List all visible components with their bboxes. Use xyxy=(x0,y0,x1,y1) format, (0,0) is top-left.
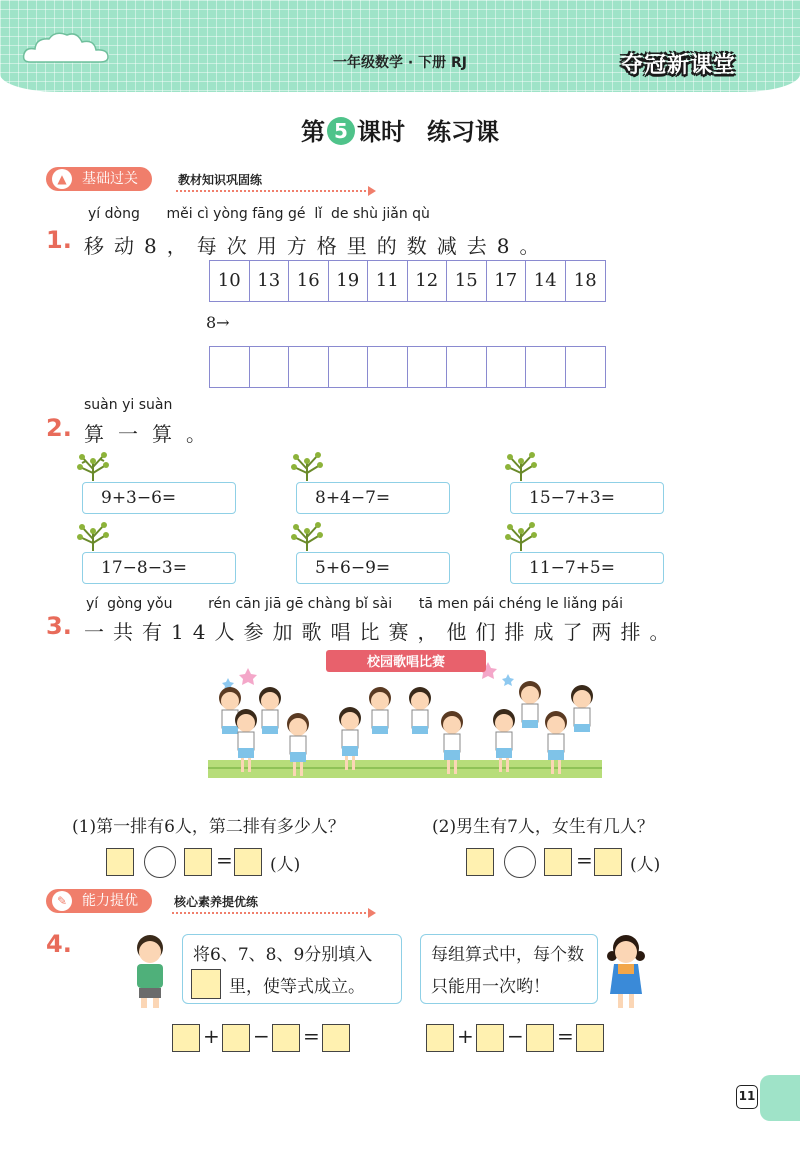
section-ability-subtitle: 核心素养提优练 xyxy=(174,895,259,909)
answer-box-sample xyxy=(191,969,221,999)
plant-icon xyxy=(502,521,540,551)
answer-cell[interactable] xyxy=(210,347,250,387)
operator-circle[interactable] xyxy=(144,846,176,878)
q1-number-grid xyxy=(209,260,606,302)
lesson-number-badge: 5 xyxy=(327,117,355,145)
section-basic-label: 基础过关 xyxy=(82,171,138,187)
grid-cell: 14 xyxy=(526,261,566,301)
answer-box[interactable] xyxy=(184,848,212,876)
section-tag-basic xyxy=(46,167,152,191)
plant-icon xyxy=(288,521,326,551)
minus-sign: − xyxy=(253,1024,270,1048)
plus-sign: + xyxy=(457,1024,474,1048)
answer-box[interactable] xyxy=(466,848,494,876)
children-back-row xyxy=(219,681,593,734)
grid-cell: 16 xyxy=(289,261,329,301)
plant-icon xyxy=(502,451,540,481)
brand-logo: 夺冠新课堂 xyxy=(620,53,736,78)
expression-box[interactable]: 9+3−6= xyxy=(82,482,236,514)
q4-number: 4. xyxy=(46,930,72,958)
answer-box[interactable] xyxy=(322,1024,350,1052)
unit-label: (人) xyxy=(270,855,301,875)
answer-box[interactable] xyxy=(106,848,134,876)
answer-box[interactable] xyxy=(544,848,572,876)
answer-cell[interactable] xyxy=(566,347,606,387)
grid-cell: 18 xyxy=(573,270,597,291)
equals-sign: = xyxy=(303,1024,320,1048)
unit-label: (人) xyxy=(630,855,661,875)
section-basic-divider xyxy=(176,190,370,192)
grid-cell: 17 xyxy=(487,261,527,301)
bubble-right-line1: 每组算式中，每个数 xyxy=(431,945,584,965)
plant-icon xyxy=(74,451,112,481)
expression-box[interactable]: 15−7+3= xyxy=(510,482,664,514)
answer-cell[interactable] xyxy=(526,347,566,387)
equals-sign: = xyxy=(216,848,233,872)
section-tag-ability xyxy=(46,889,152,913)
answer-cell[interactable] xyxy=(329,347,369,387)
q2-number: 2. xyxy=(46,414,72,442)
answer-box[interactable] xyxy=(172,1024,200,1052)
answer-cell[interactable] xyxy=(368,347,408,387)
answer-cell[interactable] xyxy=(487,347,527,387)
hint-bubble-right xyxy=(420,934,598,1004)
q3-number: 3. xyxy=(46,612,72,640)
answer-box[interactable] xyxy=(234,848,262,876)
answer-box[interactable] xyxy=(222,1024,250,1052)
answer-cell[interactable] xyxy=(289,347,329,387)
grid-cell: 13 xyxy=(250,261,290,301)
boy-illustration xyxy=(128,934,172,1010)
equals-sign: = xyxy=(576,848,593,872)
page-number: 11 xyxy=(736,1085,758,1109)
expression-box[interactable]: 17−8−3= xyxy=(82,552,236,584)
plant-icon xyxy=(288,451,326,481)
expression-box[interactable]: 8+4−7= xyxy=(296,482,450,514)
q1-text: 移动8，每次用方格里的数减去8。 xyxy=(84,234,550,258)
section-basic-subtitle: 教材知识巩固练 xyxy=(178,173,263,187)
answer-box[interactable] xyxy=(426,1024,454,1052)
q3-sub2: (2)男生有7人，女生有几人？ xyxy=(432,817,654,837)
q3-pinyin: yí gòng yǒu rén cān jiā gē chàng bǐ sài tā men pái chéng le liǎng pái xyxy=(86,596,624,612)
lesson-title xyxy=(0,112,800,147)
equals-sign: = xyxy=(557,1024,574,1048)
singing-contest-illustration xyxy=(208,648,602,786)
grid-cell: 19 xyxy=(329,261,369,301)
q2-pinyin: suàn yi suàn xyxy=(84,397,173,413)
plus-sign: + xyxy=(203,1024,220,1048)
lesson-name: 练习课 xyxy=(427,118,499,146)
answer-box[interactable] xyxy=(576,1024,604,1052)
lesson-suffix: 课时 xyxy=(357,118,405,146)
q3-sub1: (1)第一排有6人，第二排有多少人？ xyxy=(72,817,345,837)
contest-banner-text: 校园歌唱比赛 xyxy=(366,655,446,670)
q1-pinyin: yí dòng měi cì yòng fāng gé lǐ de shù jiǎn qù xyxy=(88,206,430,222)
pencil-icon: ✎ xyxy=(52,891,72,911)
minus-sign: − xyxy=(507,1024,524,1048)
children-choir-image xyxy=(208,648,602,786)
answer-box[interactable] xyxy=(476,1024,504,1052)
header-band xyxy=(0,0,800,92)
grid-cell: 12 xyxy=(408,261,448,301)
answer-box[interactable] xyxy=(272,1024,300,1052)
grid-cell: 10 xyxy=(210,261,250,301)
section-ability-label: 能力提优 xyxy=(82,893,138,909)
grid-cell: 15 xyxy=(447,261,487,301)
q2-text: 算一算。 xyxy=(84,422,220,446)
operator-circle[interactable] xyxy=(504,846,536,878)
plant-icon xyxy=(74,521,112,551)
q3-text: 一共有14人参加歌唱比赛，他们排成了两排。 xyxy=(84,620,679,644)
page-tab xyxy=(760,1075,800,1121)
grid-cell: 11 xyxy=(368,261,408,301)
lesson-prefix: 第 xyxy=(301,118,325,146)
expression-box[interactable]: 11−7+5= xyxy=(510,552,664,584)
answer-cell[interactable] xyxy=(250,347,290,387)
answer-cell[interactable] xyxy=(447,347,487,387)
bubble-left-line2: 里，使等式成立。 xyxy=(229,977,365,997)
section-ability-divider xyxy=(172,912,370,914)
mountain-icon: ▲ xyxy=(52,169,72,189)
girl-illustration xyxy=(604,934,648,1010)
q1-number: 1. xyxy=(46,226,72,254)
answer-box[interactable] xyxy=(594,848,622,876)
bubble-left-line1: 将6、7、8、9分别填入 xyxy=(193,945,373,965)
q1-answer-grid[interactable] xyxy=(209,346,606,388)
book-title: 一年级数学 · 下册 RJ xyxy=(333,55,467,71)
q1-arrow-label: 8→ xyxy=(206,313,230,332)
answer-cell[interactable] xyxy=(408,347,448,387)
answer-box[interactable] xyxy=(526,1024,554,1052)
expression-box[interactable]: 5+6−9= xyxy=(296,552,450,584)
bubble-right-line2: 只能用一次哟！ xyxy=(431,977,550,997)
